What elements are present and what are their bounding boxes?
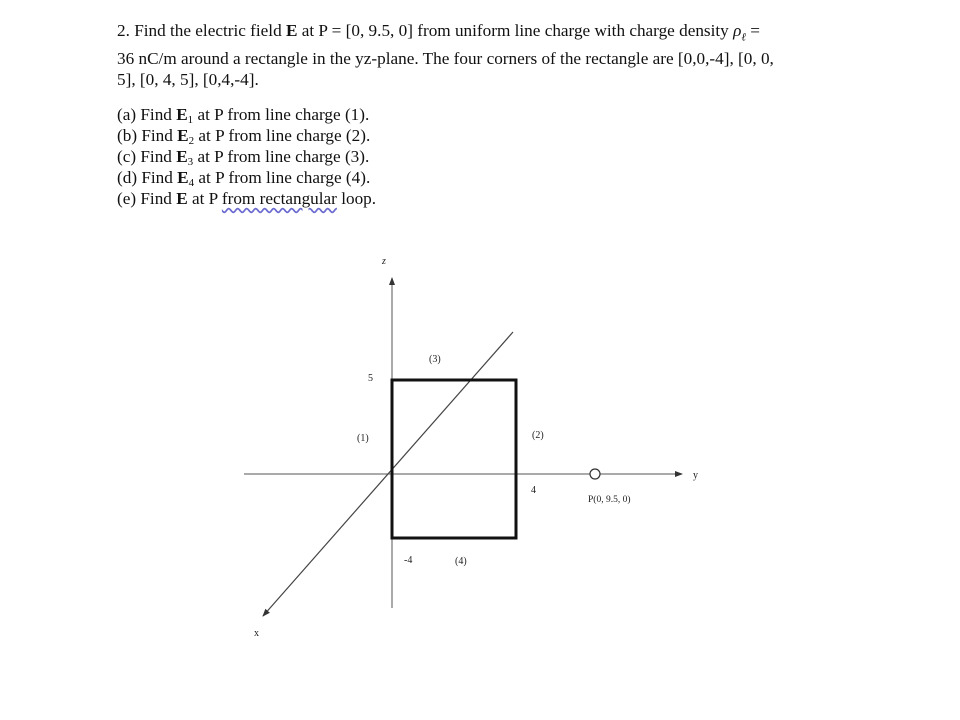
- rectangular-loop: [392, 380, 516, 538]
- charge-density-symbol: $\rho_\ell$: [733, 21, 746, 44]
- sub-question-c: (c) Find $E_3$ at P from line charge (3).: [117, 147, 370, 169]
- point-p-marker: [590, 469, 600, 479]
- y-axis-label: y: [693, 470, 698, 481]
- segment-label-3: (3): [429, 354, 441, 365]
- x-axis-label: x: [254, 628, 259, 639]
- z-axis-label: z: [382, 256, 386, 267]
- spellcheck-underlined-text: from rectangular: [221, 189, 337, 209]
- problem-number: 2.: [117, 21, 130, 40]
- field-symbol: E: [285, 21, 298, 40]
- sub-question-a: (a) Find $E_1$ at P from line charge (1).: [117, 105, 370, 127]
- segment-label-4: (4): [455, 556, 467, 567]
- statement-text: at P = [0, 9.5, 0] from uniform line charge with charge density: [297, 21, 734, 40]
- y-tick-right: 4: [531, 485, 536, 496]
- statement-line: 5], [0, 4, 5], [0,4,-4].: [117, 70, 259, 90]
- statement-text: =: [745, 21, 760, 40]
- segment-label-2: (2): [532, 430, 544, 441]
- sub-question-e: (e) Find E at P from rectangular loop.: [117, 189, 377, 209]
- z-tick-top: 5: [368, 373, 373, 384]
- statement-line: 36 nC/m around a rectangle in the yz-plane. The four corners of the rectangle are [0,0,-4], [0, 0,: [117, 49, 774, 69]
- z-tick-bottom: -4: [404, 555, 413, 566]
- sub-question-d: (d) Find $E_4$ at P from line charge (4).: [117, 168, 371, 190]
- sub-question-b: (b) Find $E_2$ at P from line charge (2).: [117, 126, 371, 148]
- point-p-label: P(0, 9.5, 0): [588, 495, 631, 505]
- statement-text: Find the electric field: [134, 21, 286, 40]
- segment-label-1: (1): [357, 433, 369, 444]
